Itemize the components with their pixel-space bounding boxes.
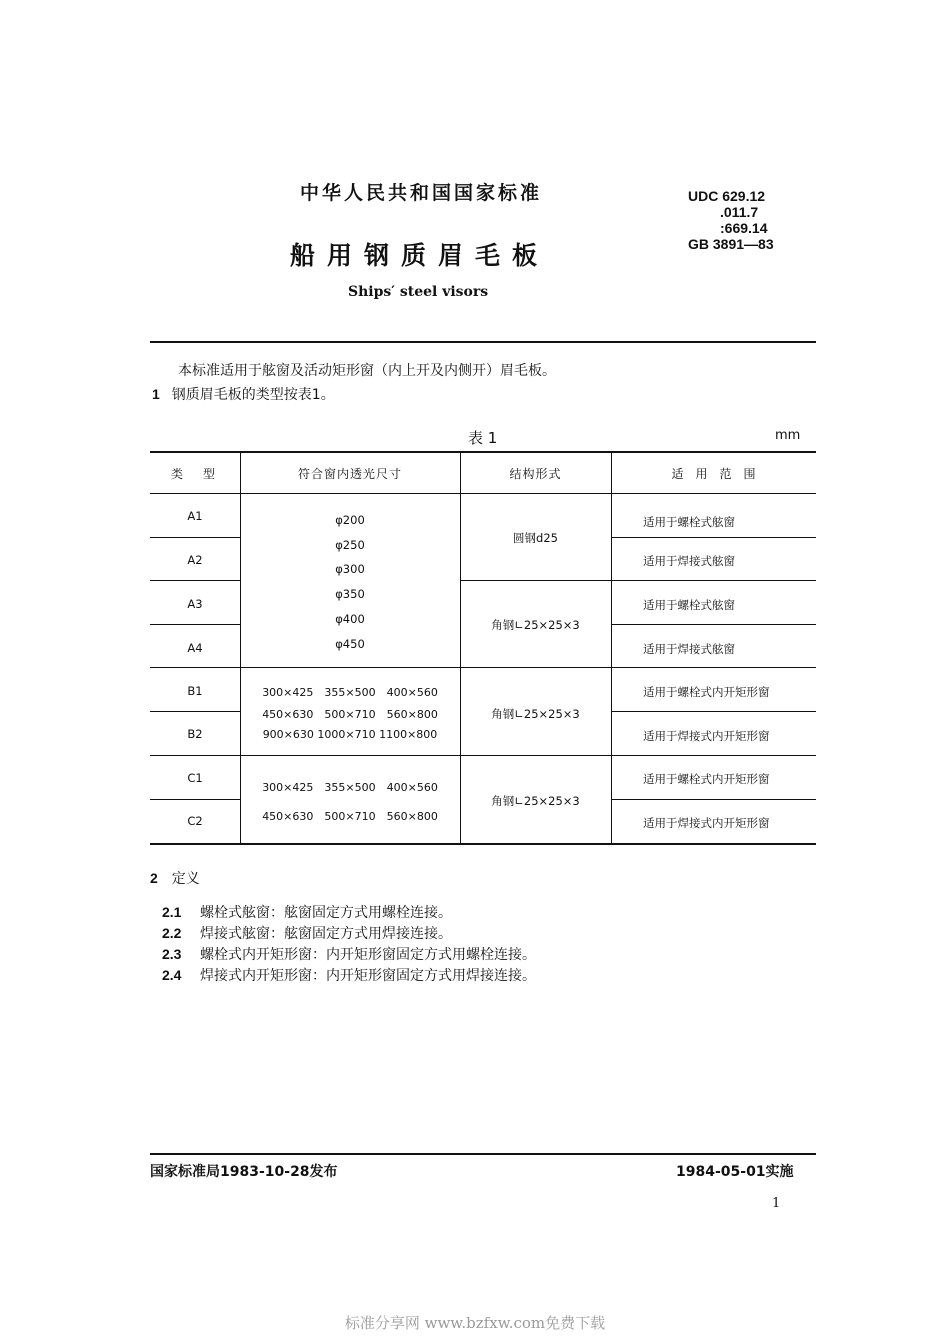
definition-number: 2.4 — [162, 967, 182, 983]
definition-text: 焊接式舷窗：舷窗固定方式用焊接连接。 — [200, 926, 452, 942]
definition-item — [162, 923, 452, 943]
type-cell: B1 — [187, 684, 203, 698]
size-cell: 450×630 500×710 560×800 — [262, 708, 438, 721]
table-header-size: 符合窗内透光尺寸 — [297, 467, 402, 481]
section-title: 定义 — [171, 871, 200, 887]
structure-cell: 角钢∟25×25×3 — [491, 794, 580, 808]
type-cell: A1 — [187, 509, 203, 523]
gb-code: GB 3891—83 — [688, 236, 774, 252]
size-cell: φ400 — [335, 612, 365, 626]
effective-date: 1984-05-01实施 — [676, 1164, 794, 1180]
table-header-type: 类 型 — [170, 467, 219, 481]
definition-number: 2.2 — [162, 925, 182, 941]
table-row-rule — [150, 711, 240, 712]
table-row-rule — [150, 755, 816, 756]
clause-number: 1 — [152, 386, 160, 402]
section-number: 2 — [150, 870, 158, 886]
size-cell: φ350 — [335, 587, 365, 601]
table-row-rule — [611, 624, 816, 625]
table-header-structure: 结构形式 — [509, 467, 562, 481]
size-cell: φ450 — [335, 637, 365, 651]
udc-code-block — [688, 188, 774, 252]
definition-number: 2.1 — [162, 904, 182, 920]
udc-line: UDC 629.12 — [688, 188, 766, 204]
scope-cell: 适用于螺栓式舷窗 — [643, 515, 735, 529]
table-row-rule — [150, 537, 240, 538]
table-caption: 表 1 — [468, 429, 498, 447]
scope-cell: 适用于焊接式舷窗 — [643, 554, 735, 568]
structure-cell: 角钢∟25×25×3 — [491, 618, 580, 632]
size-cell: 300×425 355×500 400×560 — [262, 686, 438, 699]
table-header-scope: 适 用 范 围 — [671, 467, 756, 481]
size-cell: 450×630 500×710 560×800 — [262, 810, 438, 823]
document-title: 船用钢质眉毛板 — [290, 241, 550, 270]
definition-text: 螺栓式舷窗：舷窗固定方式用螺栓连接。 — [200, 905, 452, 921]
size-cell: 300×425 355×500 400×560 — [262, 781, 438, 794]
page-number: 1 — [772, 1196, 781, 1211]
definition-number: 2.3 — [162, 946, 182, 962]
issued-date: 国家标准局1983-10-28发布 — [150, 1164, 338, 1180]
watermark: 标准分享网 www.bzfxw.com免费下载 — [344, 1314, 606, 1332]
english-title: Ships′ steel visors — [348, 284, 489, 300]
scope-cell: 适用于螺栓式内开矩形窗 — [643, 685, 770, 699]
table-header-rule — [150, 493, 816, 494]
size-cell: φ300 — [335, 562, 365, 576]
type-cell: C1 — [187, 771, 203, 785]
udc-line: :669.14 — [720, 220, 768, 236]
definition-item — [162, 965, 536, 985]
table-row-rule — [460, 580, 816, 581]
footer-divider — [150, 1153, 816, 1155]
structure-cell: 圆钢d25 — [513, 531, 558, 545]
table-row-rule — [150, 667, 816, 668]
scope-cell: 适用于焊接式内开矩形窗 — [643, 729, 770, 743]
definition-text: 焊接式内开矩形窗：内开矩形窗固定方式用焊接连接。 — [200, 968, 536, 984]
size-cell: 900×630 1000×710 1100×800 — [262, 728, 438, 741]
definition-item — [162, 944, 536, 964]
table-row-rule — [611, 799, 816, 800]
type-cell: A2 — [187, 553, 203, 567]
definition-item — [162, 902, 452, 922]
table-row-rule — [611, 537, 816, 538]
table-bottom-rule — [150, 843, 816, 845]
size-cell: φ250 — [335, 538, 365, 552]
type-cell: A4 — [187, 641, 203, 655]
table-row-rule — [611, 711, 816, 712]
type-cell: A3 — [187, 597, 203, 611]
scope-cell: 适用于螺栓式内开矩形窗 — [643, 772, 770, 786]
table-top-rule — [150, 451, 816, 453]
section-2-heading — [150, 868, 200, 888]
table-col-rule — [460, 452, 461, 844]
table-row-rule — [150, 624, 240, 625]
definition-text: 螺栓式内开矩形窗：内开矩形窗固定方式用螺栓连接。 — [200, 947, 536, 963]
type-cell: C2 — [187, 814, 203, 828]
size-cell: φ200 — [335, 513, 365, 527]
table-row-rule — [150, 799, 240, 800]
table-unit: mm — [775, 428, 801, 443]
scope-cell: 适用于焊接式内开矩形窗 — [643, 816, 770, 830]
scope-cell: 适用于螺栓式舷窗 — [643, 598, 735, 612]
scope-cell: 适用于焊接式舷窗 — [643, 642, 735, 656]
standard-name: 中华人民共和国国家标准 — [300, 182, 543, 204]
structure-cell: 角钢∟25×25×3 — [491, 707, 580, 721]
type-cell: B2 — [187, 727, 203, 741]
clause-1 — [152, 384, 335, 404]
table-row-rule — [150, 580, 240, 581]
intro-paragraph: 本标准适用于舷窗及活动矩形窗（内上开及内侧开）眉毛板。 — [178, 363, 556, 379]
udc-line: .011.7 — [720, 204, 759, 220]
table-col-rule — [611, 452, 612, 844]
header-divider — [150, 341, 816, 343]
clause-text: 钢质眉毛板的类型按表1。 — [171, 387, 335, 403]
